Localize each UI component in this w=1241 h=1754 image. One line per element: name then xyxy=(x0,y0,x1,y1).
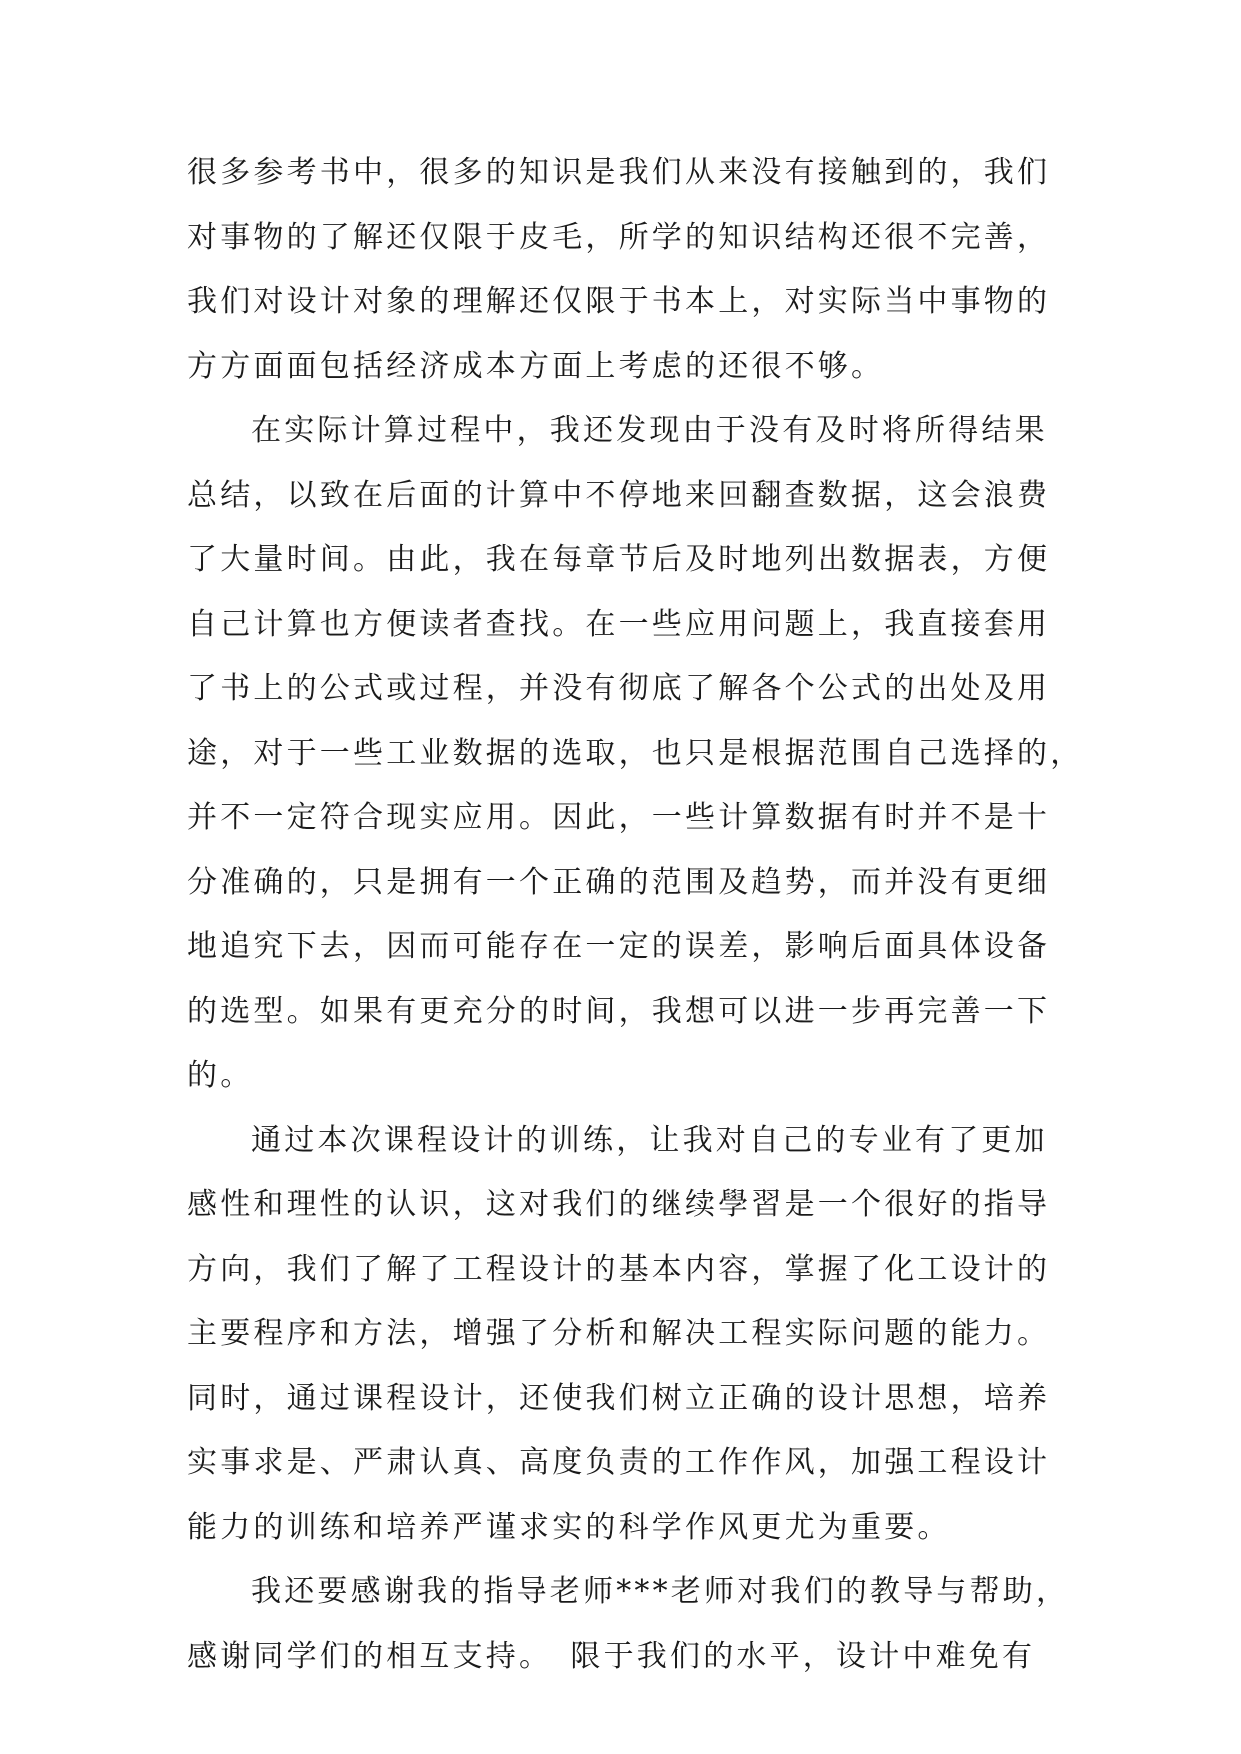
text-line: 通过本次课程设计的训练，让我对自己的专业有了更加 xyxy=(251,1122,1048,1158)
paragraph-3 xyxy=(187,1122,1053,1545)
text-line: 同时，通过课程设计，还使我们树立正确的设计思想，培养 xyxy=(187,1380,1051,1416)
paragraph-1 xyxy=(187,155,1053,384)
text-line: 很多参考书中，很多的知识是我们从来没有接触到的，我们 xyxy=(187,155,1051,190)
text-line: 方方面面包括经济成本方面上考虑的还很不够。 xyxy=(187,348,885,384)
text-line: 了大量时间。由此，我在每章节后及时地列出数据表，方便 xyxy=(187,542,1051,577)
text-line: 并不一定符合现实应用。因此，一些计算数据有时并不是十 xyxy=(187,800,1051,835)
text-line: 感谢同学们的相互支持。 限于我们的水平，设计中难免有 xyxy=(187,1638,1036,1674)
text-line: 的选型。如果有更充分的时间，我想可以进一步再完善一下 xyxy=(187,993,1051,1029)
text-line: 地追究下去，因而可能存在一定的误差，影响后面具体设备 xyxy=(187,929,1051,964)
text-line: 主要程序和方法，增强了分析和解决工程实际问题的能力。 xyxy=(187,1316,1051,1351)
paragraph-4 xyxy=(187,1574,1070,1674)
text-line: 总结，以致在后面的计算中不停地来回翻查数据，这会浪费 xyxy=(187,477,1051,513)
text-line: 对事物的了解还仅限于皮毛，所学的知识结构还很不完善， xyxy=(187,219,1051,255)
text-line: 了书上的公式或过程，并没有彻底了解各个公式的出处及用 xyxy=(187,671,1051,706)
text-line: 途，对于一些工业数据的选取，也只是根据范围自己选择的， xyxy=(187,735,1084,771)
text-line: 在实际计算过程中，我还发现由于没有及时将所得结果 xyxy=(251,413,1048,448)
text-line: 能力的训练和培养严谨求实的科学作风更尤为重要。 xyxy=(187,1509,951,1545)
text-line: 感性和理性的认识，这对我们的继续學習是一个很好的指导 xyxy=(187,1187,1051,1222)
text-line: 实事求是、严肃认真、高度负责的工作作风，加强工程设计 xyxy=(187,1445,1051,1480)
text-line: 自己计算也方便读者查找。在一些应用问题上，我直接套用 xyxy=(187,606,1051,642)
text-line: 我还要感谢我的指导老师***老师对我们的教导与帮助， xyxy=(251,1574,1070,1609)
paragraph-2 xyxy=(187,413,1084,1093)
document-body xyxy=(187,155,1084,1706)
text-line: 的。 xyxy=(187,1058,254,1093)
text-line: 分准确的，只是拥有一个正确的范围及趋势，而并没有更细 xyxy=(187,864,1051,900)
text-line: 方向，我们了解了工程设计的基本内容，掌握了化工设计的 xyxy=(187,1251,1051,1287)
text-line: 我们对设计对象的理解还仅限于书本上，对实际当中事物的 xyxy=(187,284,1051,319)
